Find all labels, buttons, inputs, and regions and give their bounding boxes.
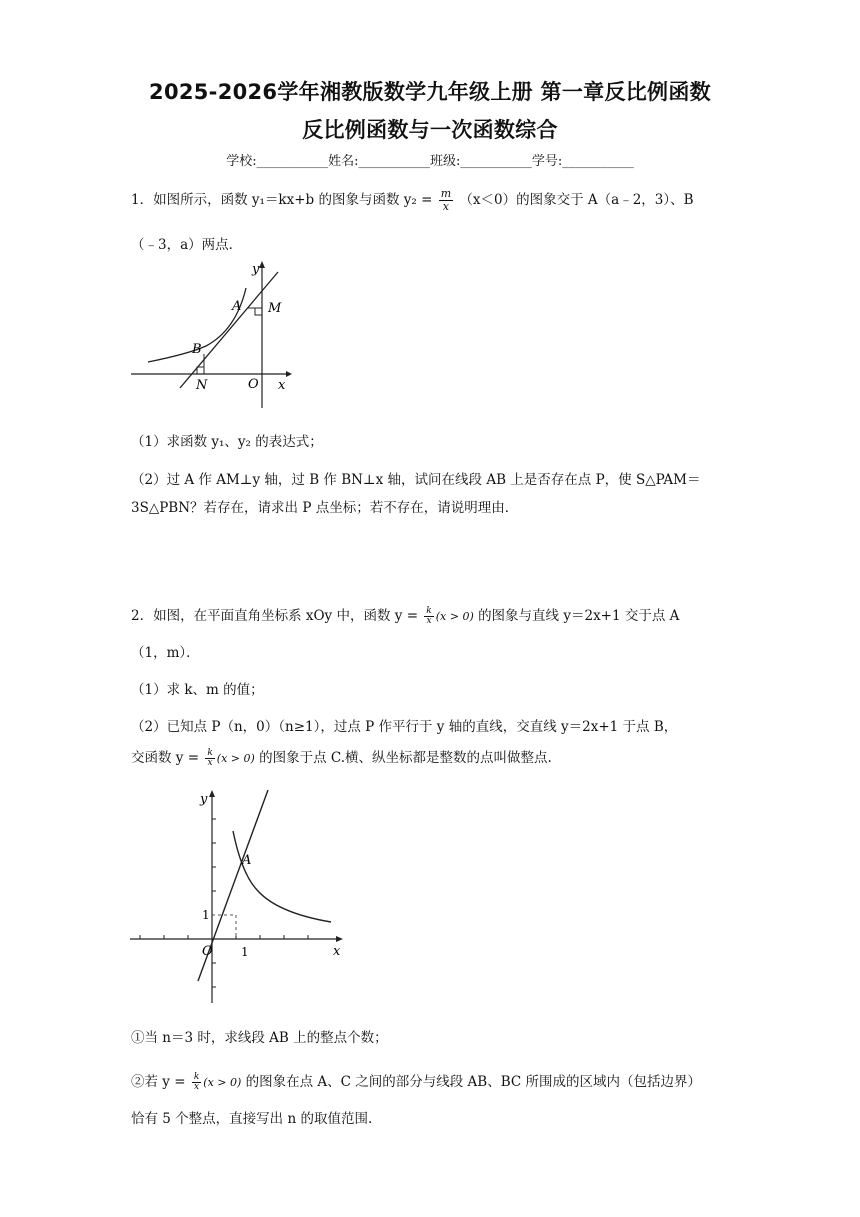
q2-fraction bbox=[424, 607, 433, 626]
q1-frac-den: x bbox=[442, 200, 450, 213]
q2-sub-frac-den: x bbox=[207, 758, 213, 768]
q2-circ-2-line2: 恰有 5 个整点，直接写出 n 的取值范围. bbox=[131, 1111, 373, 1127]
q1-line-2: （﹣3，a）两点． bbox=[131, 237, 243, 253]
q1-sub-1: （1）求函数 y₁、y₂ 的表达式； bbox=[131, 434, 323, 450]
q2-x-arrow bbox=[336, 936, 343, 942]
q1-label-y: y bbox=[252, 262, 260, 277]
q1-y-arrow bbox=[259, 261, 265, 268]
q2-line-1 bbox=[131, 604, 679, 626]
q1-label-x: x bbox=[278, 378, 286, 393]
q2-figure bbox=[126, 785, 351, 1007]
q1-fraction bbox=[439, 188, 453, 213]
title-line-1: 2025-2026学年湘教版数学九年级上册 第一章反比例函数 bbox=[149, 80, 711, 104]
q2-sub-2b-post: 的图象于点 C.横、纵坐标都是整数的点叫做整点. bbox=[259, 750, 552, 766]
q2-label-x: x bbox=[333, 944, 341, 959]
q1-x-arrow bbox=[286, 371, 292, 377]
q1-figure bbox=[128, 258, 298, 413]
q2-circ-frac-den: x bbox=[194, 1082, 200, 1092]
q2-label-o: O bbox=[202, 944, 213, 959]
student-info-row bbox=[0, 150, 860, 169]
q1-frac-num: m bbox=[440, 187, 452, 200]
q2-y-ticks bbox=[212, 819, 216, 987]
q2-sub-2b-pre: 交函数 y = bbox=[131, 750, 200, 766]
q2-cond: (x > 0) bbox=[435, 610, 474, 623]
q1-line-y1 bbox=[180, 272, 278, 388]
q2-text-b: 的图象与直线 y＝2x+1 交于点 A bbox=[478, 608, 680, 624]
q2-sub-2b bbox=[131, 746, 552, 768]
q1-label-a: A bbox=[232, 299, 242, 314]
q2-sub-1: （1）求 k、m 的值； bbox=[131, 682, 264, 698]
q1-text-b: （x＜0）的图象交于 A（a﹣2，3）、B bbox=[459, 192, 694, 208]
q2-circ-2-post: 的图象在点 A、C 之间的部分与线段 AB、BC 所围成的区域内（包括边界） bbox=[245, 1074, 702, 1090]
q2-circ-2-pre: ②若 y = bbox=[131, 1074, 186, 1090]
q1-sub-2b: 3S△PBN？若存在，请求出 P 点坐标；若不存在，请说明理由． bbox=[131, 500, 519, 516]
q2-label-1x: 1 bbox=[241, 945, 249, 959]
q2-sub-cond: (x > 0) bbox=[216, 752, 255, 765]
q2-label-y: y bbox=[200, 792, 208, 807]
q1-sub-2a: （2）过 A 作 AM⊥y 轴，过 B 作 BN⊥x 轴，试问在线段 AB 上是否存在点 P，使 S△PAM＝ bbox=[131, 472, 701, 488]
q2-circ-frac-num: k bbox=[193, 1072, 200, 1082]
q1-text-a: 1．如图所示，函数 y₁＝kx+b 的图象与函数 y₂ = bbox=[131, 192, 433, 208]
q1-right-angle-m bbox=[255, 308, 262, 315]
q2-y-arrow bbox=[209, 790, 215, 797]
q2-circ-2 bbox=[131, 1070, 701, 1092]
title-line-2: 反比例函数与一次函数综合 bbox=[302, 118, 558, 142]
class-field[interactable]: 班级:___________ bbox=[430, 154, 532, 169]
q1-line-1 bbox=[131, 188, 694, 213]
q2-text-a: 2．如图，在平面直角坐标系 xOy 中，函数 y = bbox=[131, 608, 418, 624]
q1-label-m: M bbox=[268, 301, 282, 316]
q1-label-n: N bbox=[196, 378, 208, 393]
q2-sub-frac-num: k bbox=[207, 748, 213, 758]
school-field[interactable]: 学校:___________ bbox=[226, 154, 329, 169]
q2-label-1y: 1 bbox=[202, 908, 210, 922]
q2-circ-1: ①当 n＝3 时，求线段 AB 上的整点个数； bbox=[131, 1030, 388, 1046]
q2-sub-2a: （2）已知点 P（n，0）（n≥1），过点 P 作平行于 y 轴的直线，交直线 y＝2x+1 于点 B， bbox=[131, 719, 678, 735]
q2-sub-fraction bbox=[205, 749, 214, 768]
q2-circ-fraction bbox=[192, 1073, 201, 1092]
q2-frac-den: x bbox=[426, 616, 432, 626]
number-field[interactable]: 学号:___________ bbox=[531, 154, 634, 169]
q1-label-o: O bbox=[248, 377, 259, 392]
q2-line-2: （1，m）． bbox=[131, 645, 200, 661]
q2-frac-num: k bbox=[426, 606, 432, 616]
q1-label-b: B bbox=[192, 342, 202, 357]
q1-right-angle-n bbox=[197, 367, 204, 374]
q2-circ-cond: (x > 0) bbox=[203, 1076, 242, 1089]
q2-label-a: A bbox=[242, 853, 252, 868]
name-field[interactable]: 姓名:___________ bbox=[328, 154, 430, 169]
